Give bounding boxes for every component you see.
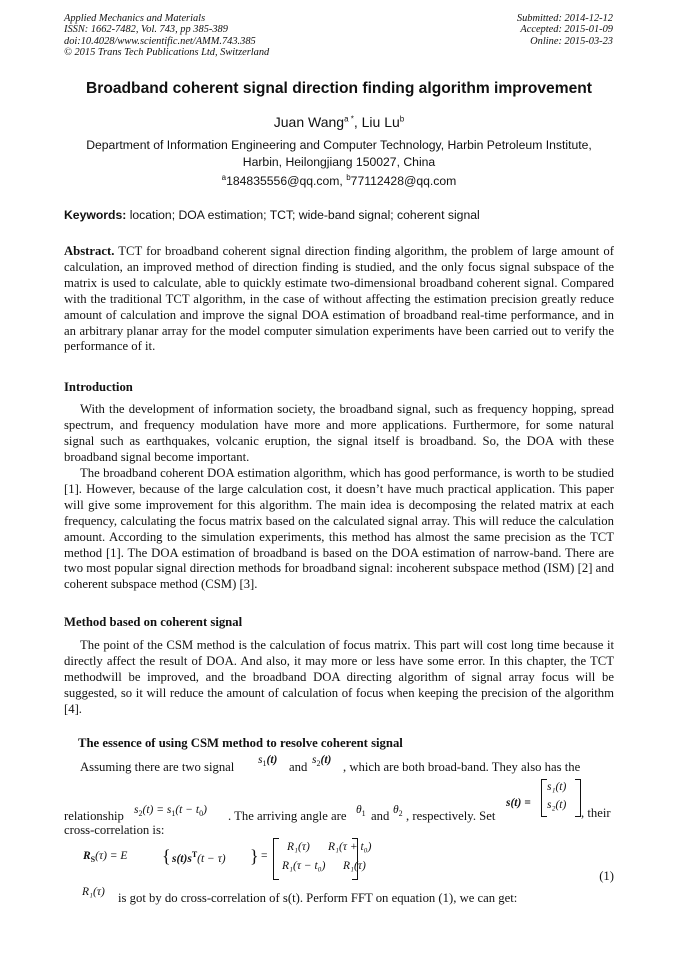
essence-text-set: , respectively. Set [406, 809, 496, 823]
math-theta1: $\theta_1$ [356, 804, 366, 818]
essence-text-and2: and [371, 809, 390, 823]
math-relationship-eq: $s_2(t) = s_1(t - t_0)$ [134, 804, 207, 818]
matrix-bracket-left [273, 838, 279, 880]
essence-text-relationship: relationship [64, 809, 124, 823]
math-st-row2: s₂(t) [547, 799, 567, 811]
issn-line[interactable]: ISSN: 1662-7482, Vol. 743, pp 385-389 [64, 24, 228, 36]
doi-line[interactable]: doi:10.4028/www.scientific.net/AMM.743.385 [64, 35, 256, 47]
math-rs-inner: $s(t)s^T(t - \tau)$ [172, 850, 226, 865]
author-emails [0, 174, 678, 188]
math-s2t: $s_2(t)$ [312, 754, 332, 768]
keywords [64, 208, 624, 222]
math-st-lhs: s(t) = [506, 797, 531, 809]
keywords-label: Keywords: [64, 208, 127, 222]
method-heading: Method based on coherent signal [64, 615, 243, 629]
math-st-row1: s₁(t) [547, 781, 567, 793]
method-paragraph-1: The point of the CSM method is the calculation of focus matrix. This part will cost long time because it directly affect the result of DOA. And also, it may more or less have some error. In this chapter, the TCT methodwill be improved, and the broadband DOA directing algorithm of signal array focus will be suggested, so it will reduce the amount of calculation of focus when keeping the precision of the algorithm [4]. [64, 638, 614, 716]
math-brace-open: { [162, 846, 171, 866]
online-date: Online: 2015-03-23 [530, 35, 613, 47]
accepted-date: Accepted: 2015-01-09 [520, 24, 613, 36]
matrix-cell-22: R₁(τ) [343, 860, 366, 872]
copyright-line: © 2015 Trans Tech Publications Ltd, Switzerland [64, 47, 270, 59]
matrix-cell-21: R₁(τ − t₀) [282, 860, 326, 872]
essence-text-fft: is got by do cross-correlation of s(t). Perform FFT on equation (1), we can get: [118, 891, 518, 905]
journal-name: Applied Mechanics and Materials [64, 13, 206, 24]
keywords-text: location; DOA estimation; TCT; wide-band signal; coherent signal [126, 208, 480, 222]
submitted-date: Submitted: 2014-12-12 [516, 13, 613, 24]
author-1: Juan Wang [273, 114, 345, 130]
author-2: Liu Lu [361, 114, 400, 130]
matrix-bracket-right [352, 838, 358, 880]
essence-text-cross-correlation: cross-correlation is: [64, 823, 165, 837]
essence-heading: The essence of using CSM method to resolve coherent signal [78, 736, 403, 750]
email-a[interactable]: 184835556@qq.com, [226, 174, 347, 188]
introduction-paragraph-2: The broadband coherent DOA estimation algorithm, which has good performance, is worth to be studied [1]. However, because of the large calculation cost, it doesn’t have much practical application. This paper will give some improvement for this algorithm. The main idea is decomposing the related matrix at each frequency, calculating the focus matrix based on the calculated signal array. This will reduce the calculation amount. According to the simulation experiments, this method has almost the same precision as the TCT method [1]. The DOA estimation of broadband is based on the DOA estimation of narrow-band. There are two most popular signal direction methods for broadband signal: incoherent subspace method (ISM) [2] and coherent subspace method (CSM) [3]. [64, 466, 614, 592]
author-separator: , [353, 114, 362, 130]
math-r1tau: R₁(τ) [82, 886, 105, 898]
equation-number: (1) [599, 869, 614, 883]
math-theta2: $\theta_2$ [393, 804, 403, 818]
author-line [0, 114, 678, 130]
essence-text-angle: . The arriving angle are [228, 809, 347, 823]
essence-text-their: , their [581, 806, 611, 820]
essence-text-broadband: , which are both broad-band. They also has the [343, 760, 581, 774]
introduction-paragraph-1: With the development of information society, the broadband signal, such as frequency hopping, spread spectrum, and frequency modulation have more and more applications. Furthermore, for some natural signal such as earthquakes, volcanic eruption, the signal itself is broadband. So, the DOA with these broadband signal become important. [64, 402, 614, 464]
abstract-label: Abstract. [64, 244, 115, 258]
math-brace-close: } [250, 846, 259, 866]
author-2-affil: b [399, 114, 405, 124]
introduction-heading: Introduction [64, 380, 133, 394]
affiliation: Department of Information Engineering and Computer Technology, Harbin Petroleum Institute, Harbin, Heilongjiang 150027, China [86, 138, 592, 169]
essence-text-and: and [289, 760, 308, 774]
abstract [64, 244, 614, 355]
matrix-cell-12: R₁(τ + t₀) [328, 841, 372, 853]
author-1-affil: a * [344, 114, 354, 124]
journal-header-right [517, 13, 613, 47]
email-b-marker: b [346, 172, 351, 182]
matrix-cell-11: R₁(τ) [287, 841, 310, 853]
journal-header-left [64, 13, 269, 59]
email-b[interactable]: 77112428@qq.com [350, 174, 457, 188]
math-rs-equals: = [261, 850, 268, 862]
paper-title: Broadband coherent signal direction finding algorithm improvement [86, 80, 592, 97]
email-a-marker: a [221, 172, 227, 182]
essence-text-assuming: Assuming there are two signal [80, 760, 235, 774]
abstract-text: TCT for broadband coherent signal direction finding algorithm, the problem of large amount of calculation, an improved method of direction finding is studied, and the only focus signal subspace of the matrix is used to calculate, able to quickly estimate two-dimensional broadband coherent signal. Compared with the traditional TCT algorithm, in the case of without affecting the estimation precision greatly reduce amount of calculation and improve the signal DOA estimation of broadband real-time performance, and in an arbitrary planar array for the model computer simulation experiments have been carried out to verify the performance of it. [64, 244, 614, 354]
math-rs-lhs: $R_S(\tau) = E$ [83, 850, 128, 864]
math-s1t: $s_1(t)$ [258, 754, 278, 768]
